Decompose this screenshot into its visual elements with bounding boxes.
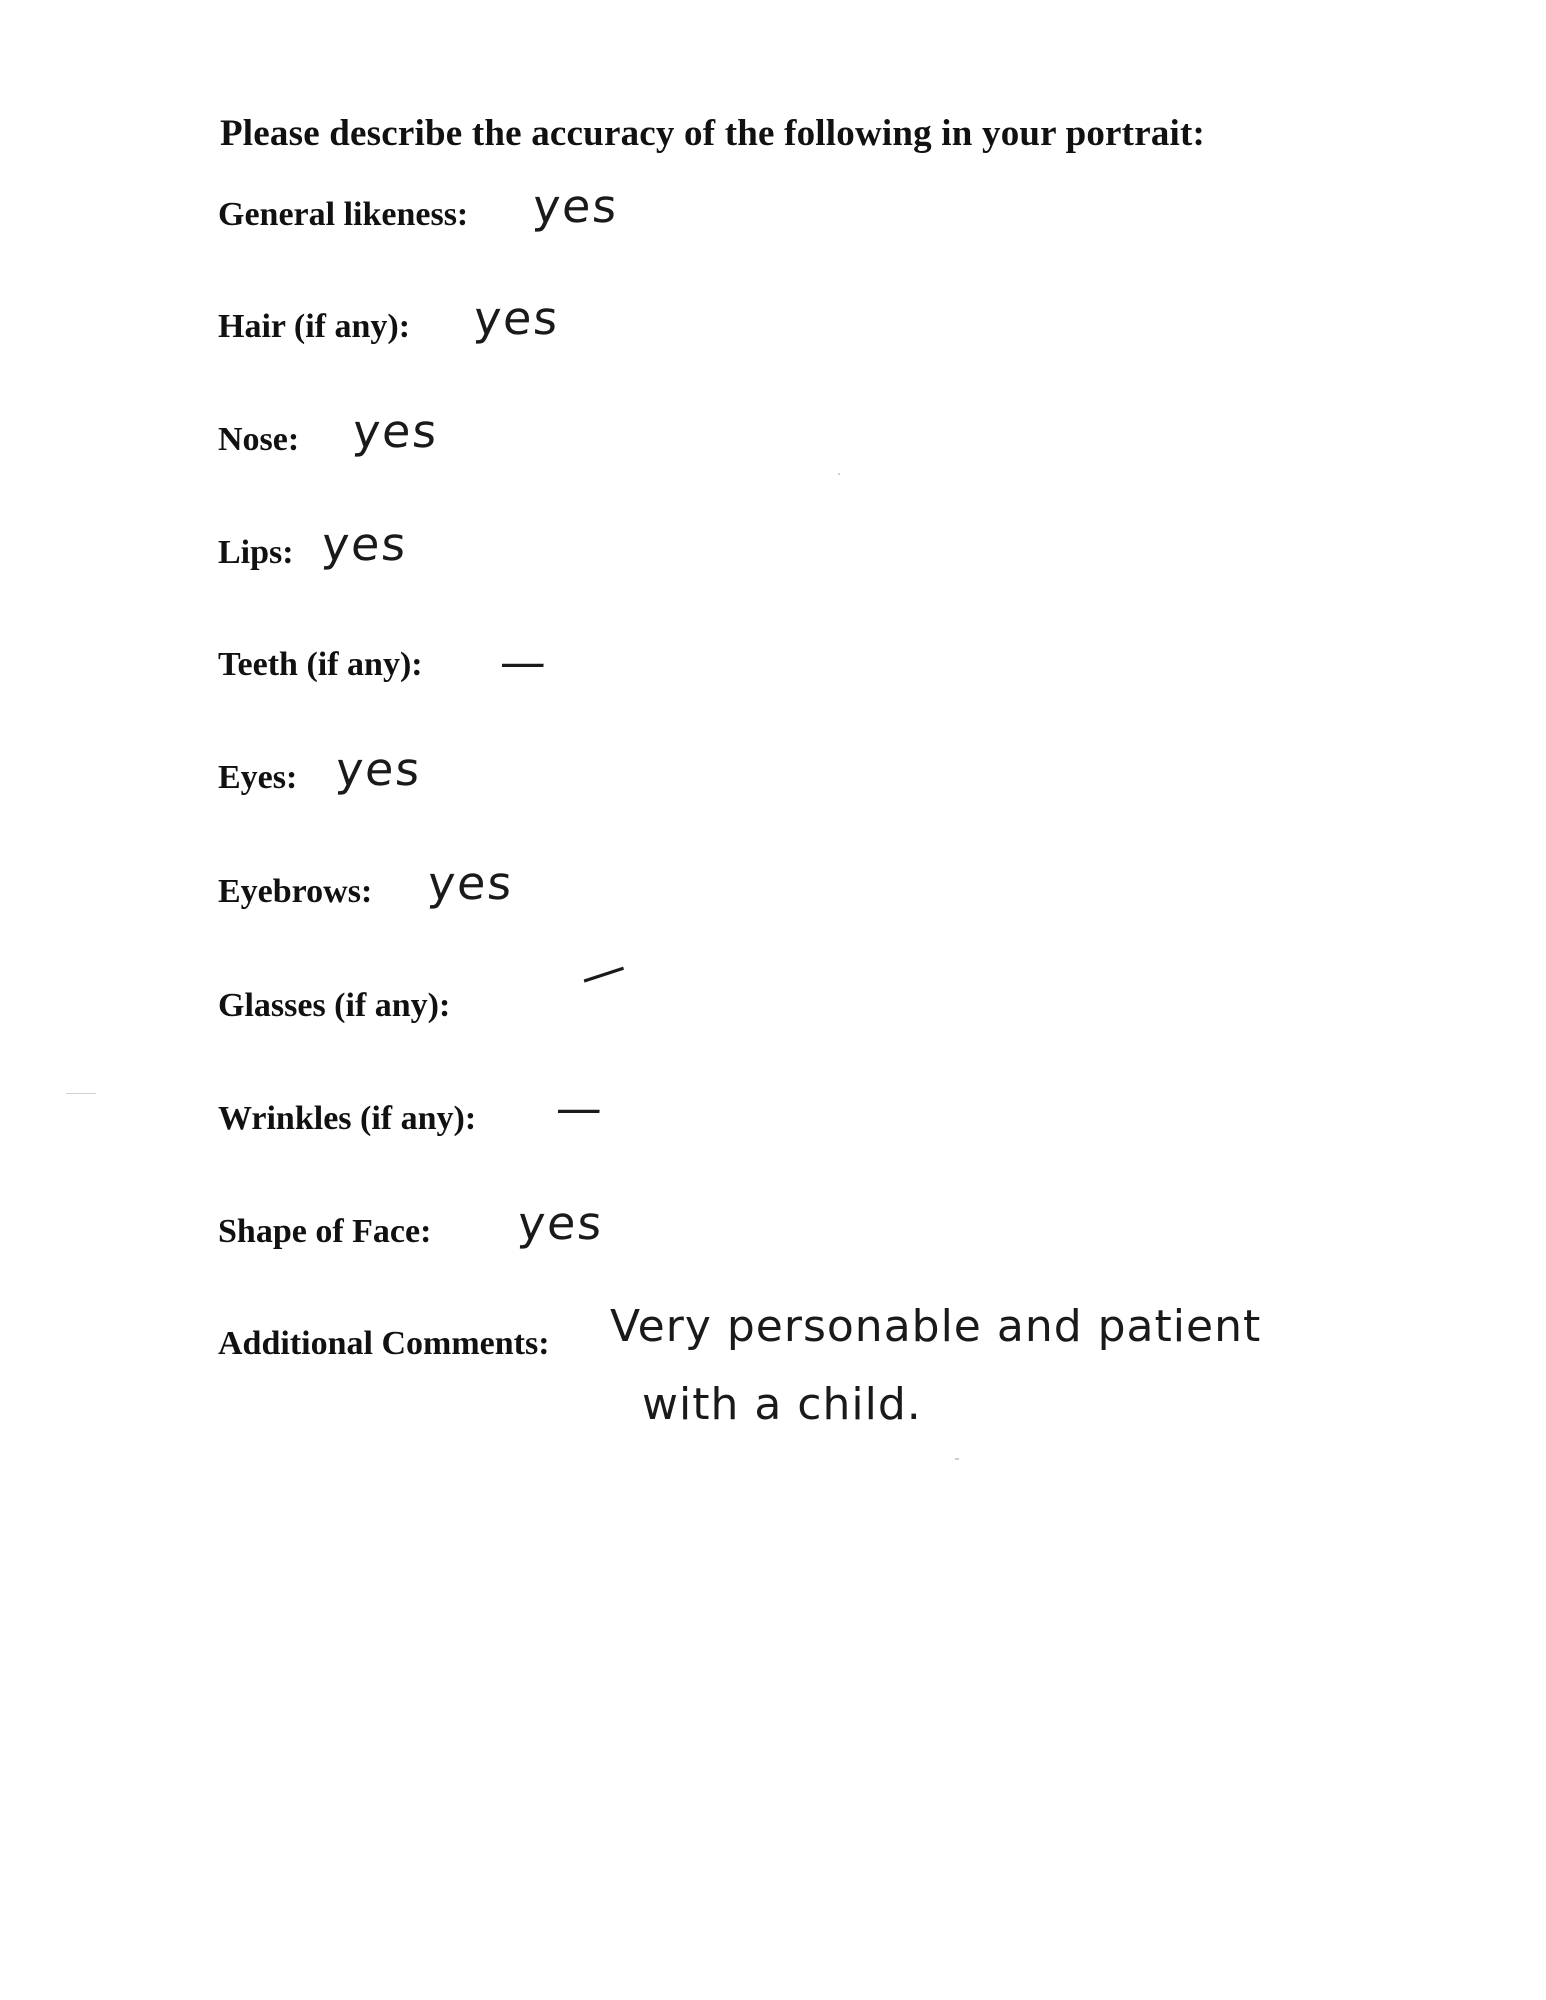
scan-speck — [955, 1458, 959, 1460]
field-label: Glasses (if any): — [218, 987, 451, 1024]
handwritten-dash: — — [498, 635, 550, 689]
handwritten-answer: yes — [426, 856, 516, 910]
handwritten-comment-line-2: with a child. — [642, 1379, 922, 1430]
handwritten-comment-line-1: Very personable and patient — [610, 1301, 1262, 1352]
field-label: Eyes: — [218, 759, 298, 796]
handwritten-answer: yes — [320, 517, 410, 571]
field-label: Teeth (if any): — [218, 646, 423, 683]
field-label: Shape of Face: — [218, 1213, 432, 1250]
handwritten-answer: yes — [531, 179, 621, 233]
field-label: Additional Comments: — [218, 1325, 550, 1362]
field-label: General likeness: — [218, 196, 469, 233]
field-label: Eyebrows: — [218, 873, 373, 910]
handwritten-dash: — — [554, 1081, 606, 1135]
form-heading: Please describe the accuracy of the following in your portrait: — [220, 113, 1206, 154]
handwritten-dash: — — [574, 937, 634, 1005]
handwritten-answer: yes — [516, 1196, 606, 1250]
field-label: Wrinkles (if any): — [218, 1100, 477, 1137]
handwritten-answer: yes — [351, 404, 441, 458]
scan-speck — [838, 473, 840, 475]
field-label: Nose: — [218, 421, 300, 458]
handwritten-answer: yes — [472, 291, 562, 345]
field-label: Hair (if any): — [218, 308, 411, 345]
handwritten-answer: yes — [334, 742, 424, 796]
scan-speck — [66, 1093, 96, 1094]
field-label: Lips: — [218, 534, 294, 571]
